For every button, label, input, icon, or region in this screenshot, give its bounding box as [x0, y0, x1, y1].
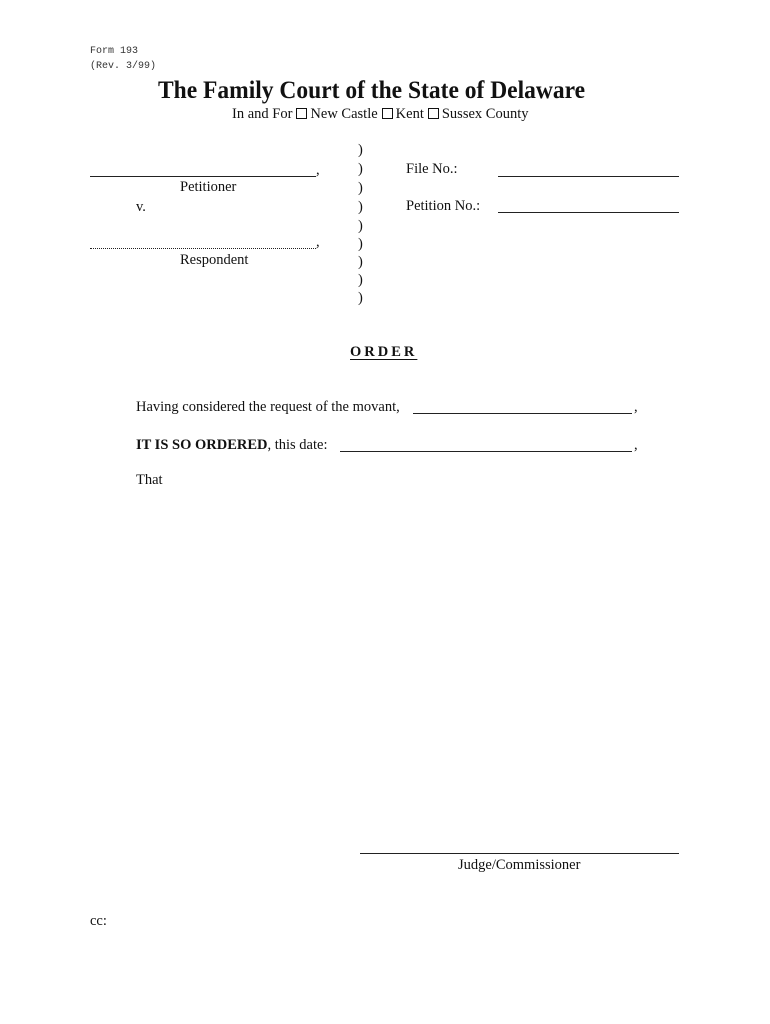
caption-paren: ): [358, 272, 363, 288]
that-text: That: [136, 472, 163, 488]
petitioner-name-line[interactable]: [90, 176, 316, 177]
movant-field[interactable]: [413, 413, 632, 414]
caption-paren: ): [358, 290, 363, 306]
caption-paren: ): [358, 236, 363, 252]
kent-checkbox[interactable]: [382, 108, 393, 119]
versus-label: v.: [136, 199, 146, 215]
date-comma: ,: [634, 437, 638, 453]
caption-paren: ): [358, 142, 363, 158]
sussex-label: Sussex County: [441, 106, 529, 122]
ordered-date-label: , this date:: [267, 437, 328, 453]
signature-label: Judge/Commissioner: [458, 857, 581, 873]
page-title: The Family Court of the State of Delaware: [158, 77, 586, 104]
caption-paren: ): [358, 161, 363, 177]
cc-label: cc:: [90, 913, 107, 929]
signature-line[interactable]: [360, 853, 679, 854]
kent-label: Kent: [395, 106, 424, 122]
ordered-bold: IT IS SO ORDERED: [136, 437, 268, 453]
new-castle-checkbox[interactable]: [296, 108, 307, 119]
respondent-label: Respondent: [180, 252, 249, 268]
order-date-field[interactable]: [340, 451, 632, 452]
form-number: Form 193: [90, 46, 139, 57]
caption-paren: ): [358, 218, 363, 234]
petitioner-label: Petitioner: [180, 179, 237, 195]
form-revision: (Rev. 3/99): [90, 61, 157, 72]
respondent-name-line[interactable]: [90, 248, 316, 249]
movant-text: Having considered the request of the movant,: [136, 399, 400, 415]
movant-comma: ,: [634, 399, 638, 415]
ordered-text: [136, 437, 328, 454]
caption-paren: ): [358, 254, 363, 270]
petition-number-field[interactable]: [498, 212, 679, 213]
respondent-comma: ,: [316, 234, 320, 250]
petition-number-label: Petition No.:: [406, 198, 481, 214]
file-number-label: File No.:: [406, 161, 458, 177]
petitioner-comma: ,: [316, 162, 320, 178]
caption-paren: ): [358, 199, 363, 215]
county-selector: [232, 106, 528, 123]
new-castle-label: New Castle: [310, 106, 378, 122]
county-prefix: In and For: [232, 106, 293, 122]
file-number-field[interactable]: [498, 176, 679, 177]
caption-paren: ): [358, 180, 363, 196]
sussex-checkbox[interactable]: [428, 108, 439, 119]
order-heading: ORDER: [350, 344, 418, 360]
